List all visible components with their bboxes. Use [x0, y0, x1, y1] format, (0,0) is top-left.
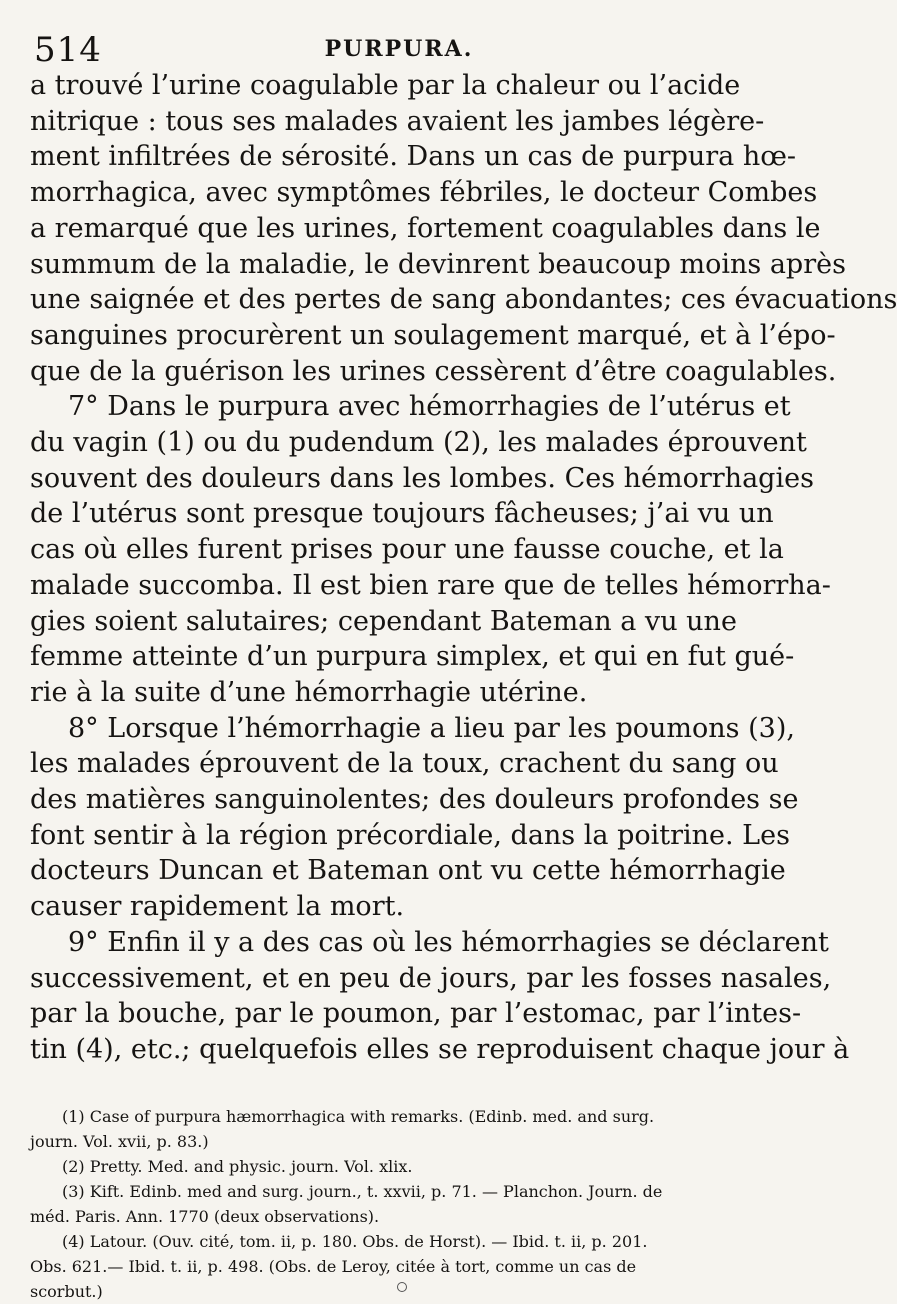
text-line-24: causer rapidement la mort. — [30, 891, 405, 923]
page-title: PURPURA. — [324, 36, 474, 62]
text-line-02: nitrique : tous ses malades avaient les jambes légère- — [30, 105, 765, 137]
text-line-22: font sentir à la région précordiale, dans la poitrine. Les — [30, 819, 790, 851]
text-line-16: gies soient salutaires; cependant Bateman a vu une — [30, 605, 737, 637]
text-line-08: sanguines procurèrent un soulagement marqué, et à l’épo- — [30, 319, 836, 351]
page-ornament-icon — [397, 1282, 407, 1292]
text-line-12: souvent des douleurs dans les lombes. Ces hémorrhagies — [30, 462, 814, 494]
text-line-09: que de la guérison les urines cessèrent d’être coagulables. — [30, 355, 837, 387]
footnotes — [30, 1104, 768, 1304]
footnote-4-line-1: (4) Latour. (Ouv. cité, tom. ii, p. 180. Obs. de Horst). — Ibid. t. ii, p. 201. — [62, 1231, 648, 1251]
text-line-14: cas où elles furent prises pour une fausse couche, et la — [30, 534, 784, 566]
body-text — [30, 68, 897, 1068]
footnote-3-line-2: méd. Paris. Ann. 1770 (deux observations). — [30, 1206, 380, 1226]
footnote-1-line-2: journ. Vol. xvii, p. 83.) — [30, 1131, 209, 1151]
text-line-10: 7° Dans le purpura avec hémorrhagies de l’utérus et — [68, 391, 791, 423]
footnote-1-line-1: (1) Case of purpura hæmorrhagica with remarks. (Edinb. med. and surg. — [62, 1106, 655, 1126]
text-line-21: des matières sanguinolentes; des douleurs profondes se — [30, 784, 799, 816]
text-line-13: de l’utérus sont presque toujours fâcheuses; j’ai vu un — [30, 498, 774, 530]
footnote-3-line-1: (3) Kift. Edinb. med and surg. journ., t. xxvii, p. 71. — Planchon. Journ. de — [62, 1181, 663, 1201]
text-line-25: 9° Enfin il y a des cas où les hémorrhagies se déclarent — [68, 926, 829, 958]
footnote-4-line-3: scorbut.) — [30, 1281, 103, 1301]
footnote-4-line-2: Obs. 621.— Ibid. t. ii, p. 498. (Obs. de Leroy, citée à tort, comme un cas de — [30, 1256, 637, 1276]
text-line-11: du vagin (1) ou du pudendum (2), les malades éprouvent — [30, 427, 807, 459]
text-line-17: femme atteinte d’un purpura simplex, et qui en fut gué- — [30, 641, 795, 673]
text-line-18: rie à la suite d’une hémorrhagie utérine. — [30, 676, 588, 708]
running-head — [30, 20, 768, 68]
text-line-26: successivement, et en peu de jours, par les fosses nasales, — [30, 962, 832, 994]
text-line-04: morrhagica, avec symptômes fébriles, le docteur Combes — [30, 177, 818, 209]
text-line-05: a remarqué que les urines, fortement coagulables dans le — [30, 212, 821, 244]
text-line-28: tin (4), etc.; quelquefois elles se reproduisent chaque jour à — [30, 1033, 850, 1065]
text-line-06: summum de la maladie, le devinrent beaucoup moins après — [30, 248, 846, 280]
text-line-15: malade succomba. Il est bien rare que de telles hémorrha- — [30, 569, 831, 601]
text-line-01: a trouvé l’urine coagulable par la chaleur ou l’acide — [30, 70, 741, 101]
text-line-27: par la bouche, par le poumon, par l’estomac, par l’intes- — [30, 998, 802, 1030]
text-line-03: ment infiltrées de sérosité. Dans un cas de purpura hœ- — [30, 141, 797, 173]
footnote-2: (2) Pretty. Med. and physic. journ. Vol. xlix. — [62, 1156, 413, 1176]
text-line-19: 8° Lorsque l’hémorrhagie a lieu par les poumons (3), — [68, 712, 795, 744]
text-line-07: une saignée et des pertes de sang abondantes; ces évacuations — [30, 284, 897, 316]
text-line-23: docteurs Duncan et Bateman ont vu cette hémorrhagie — [30, 855, 786, 887]
page-number: 514 — [34, 30, 102, 70]
text-line-20: les malades éprouvent de la toux, crachent du sang ou — [30, 748, 779, 780]
